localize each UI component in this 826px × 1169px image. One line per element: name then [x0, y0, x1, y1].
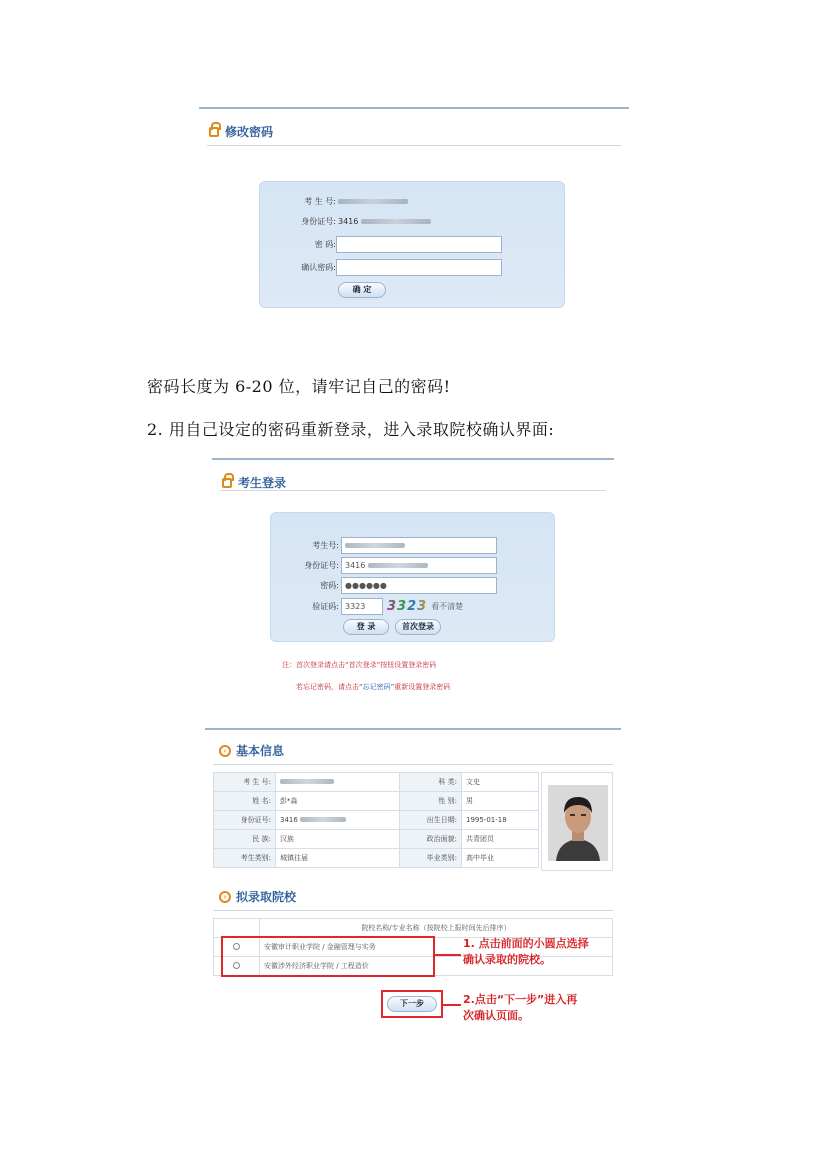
- school-option-1: 安徽审计职业学院 / 金融管理与实务: [260, 938, 613, 957]
- admission-confirm-screenshot: [205, 728, 621, 1030]
- password-label: 密码:: [320, 581, 339, 590]
- annotation-1: 1. 点击前面的小圆点选择 确认录取的院校。: [463, 937, 589, 966]
- candidate-no-blurred: [280, 779, 334, 784]
- id-no-label: 身份证号:: [301, 217, 336, 226]
- forgot-password-link[interactable]: “忘记密码”: [359, 683, 395, 691]
- id-no-value-blurred: [361, 219, 431, 224]
- id-no-blurred: [300, 817, 346, 822]
- candidate-no-input[interactable]: [341, 537, 497, 554]
- id-no-input[interactable]: 3416: [341, 557, 497, 574]
- table-row: 考 生 号: 科 类: 文史: [214, 773, 539, 792]
- login-screenshot: [212, 458, 614, 720]
- first-login-button[interactable]: 首次登录: [395, 619, 441, 635]
- divider: [213, 910, 613, 911]
- id-no-blurred: [368, 563, 428, 568]
- next-step-button[interactable]: 下一步: [387, 996, 437, 1012]
- password-input[interactable]: [336, 236, 502, 253]
- school-highlight-box: [221, 936, 435, 977]
- password-length-note: 密码长度为 6-20 位，请牢记自己的密码!: [147, 377, 451, 396]
- candidate-no-value-blurred: [338, 199, 408, 204]
- forgot-password-note: 若忘记密码，请点击“忘记密码”重新设置登录密码: [296, 683, 451, 691]
- divider: [220, 490, 606, 491]
- basic-info-table: [213, 772, 539, 868]
- table-row: 身份证号: 3416 出生日期: 1995-01-18: [214, 811, 539, 830]
- annotation-line-2: [443, 1004, 461, 1006]
- login-form: [270, 512, 555, 642]
- captcha-image[interactable]: 3323: [387, 599, 428, 614]
- captcha-input[interactable]: 3323: [341, 598, 383, 615]
- table-row: 姓 名: 彭*淼 性 别: 男: [214, 792, 539, 811]
- lock-icon: [222, 478, 232, 488]
- id-no-value: 3416: [338, 217, 359, 226]
- captcha-label: 验证码:: [312, 602, 339, 611]
- login-title: 考生登录: [222, 474, 286, 491]
- step-2-instruction: 2. 用自己设定的密码重新登录，进入录取院校确认界面:: [147, 420, 555, 439]
- password-label: 密 码:: [314, 240, 336, 249]
- confirm-password-input[interactable]: [336, 259, 502, 276]
- lock-icon: [209, 127, 219, 137]
- candidate-no-label: 考生号:: [312, 541, 339, 550]
- arrow-circle-icon: ›: [219, 891, 231, 903]
- confirm-password-label: 确认密码:: [301, 263, 336, 272]
- divider: [213, 764, 613, 765]
- login-button[interactable]: 登 录: [343, 619, 389, 635]
- basic-info-title: › 基本信息: [219, 742, 284, 759]
- id-no-label: 身份证号:: [304, 561, 339, 570]
- school-title: › 拟录取院校: [219, 888, 296, 905]
- photo-image: [548, 785, 608, 861]
- annotation-line-1: [435, 954, 461, 956]
- divider: [207, 145, 621, 146]
- candidate-no-blurred: [345, 543, 405, 548]
- annotation-2: 2.点击“下一步”进入再 次确认页面。: [463, 993, 578, 1022]
- change-password-title: 修改密码: [209, 123, 273, 140]
- table-row: 考生类别: 城镇往届 毕业类别: 高中毕业: [214, 849, 539, 868]
- table-header-row: [214, 919, 613, 938]
- captcha-refresh-link[interactable]: 看不清楚: [431, 602, 464, 611]
- candidate-no-label: 考 生 号:: [304, 197, 336, 206]
- first-login-note: 注：首次登录请点击“首次登录”按钮设置登录密码: [282, 661, 437, 669]
- table-row: 民 族: 汉族 政治面貌: 共青团员: [214, 830, 539, 849]
- candidate-photo: [541, 772, 613, 871]
- change-password-form: [259, 181, 565, 308]
- confirm-button[interactable]: 确 定: [338, 282, 386, 298]
- school-header: 院校名称/专业名称（按院校上报时间先后排序）: [260, 919, 613, 938]
- password-input[interactable]: ●●●●●●: [341, 577, 497, 594]
- change-password-screenshot: [199, 107, 629, 351]
- arrow-circle-icon: ›: [219, 745, 231, 757]
- school-option-2: 安徽涉外经济职业学院 / 工程造价: [260, 957, 613, 976]
